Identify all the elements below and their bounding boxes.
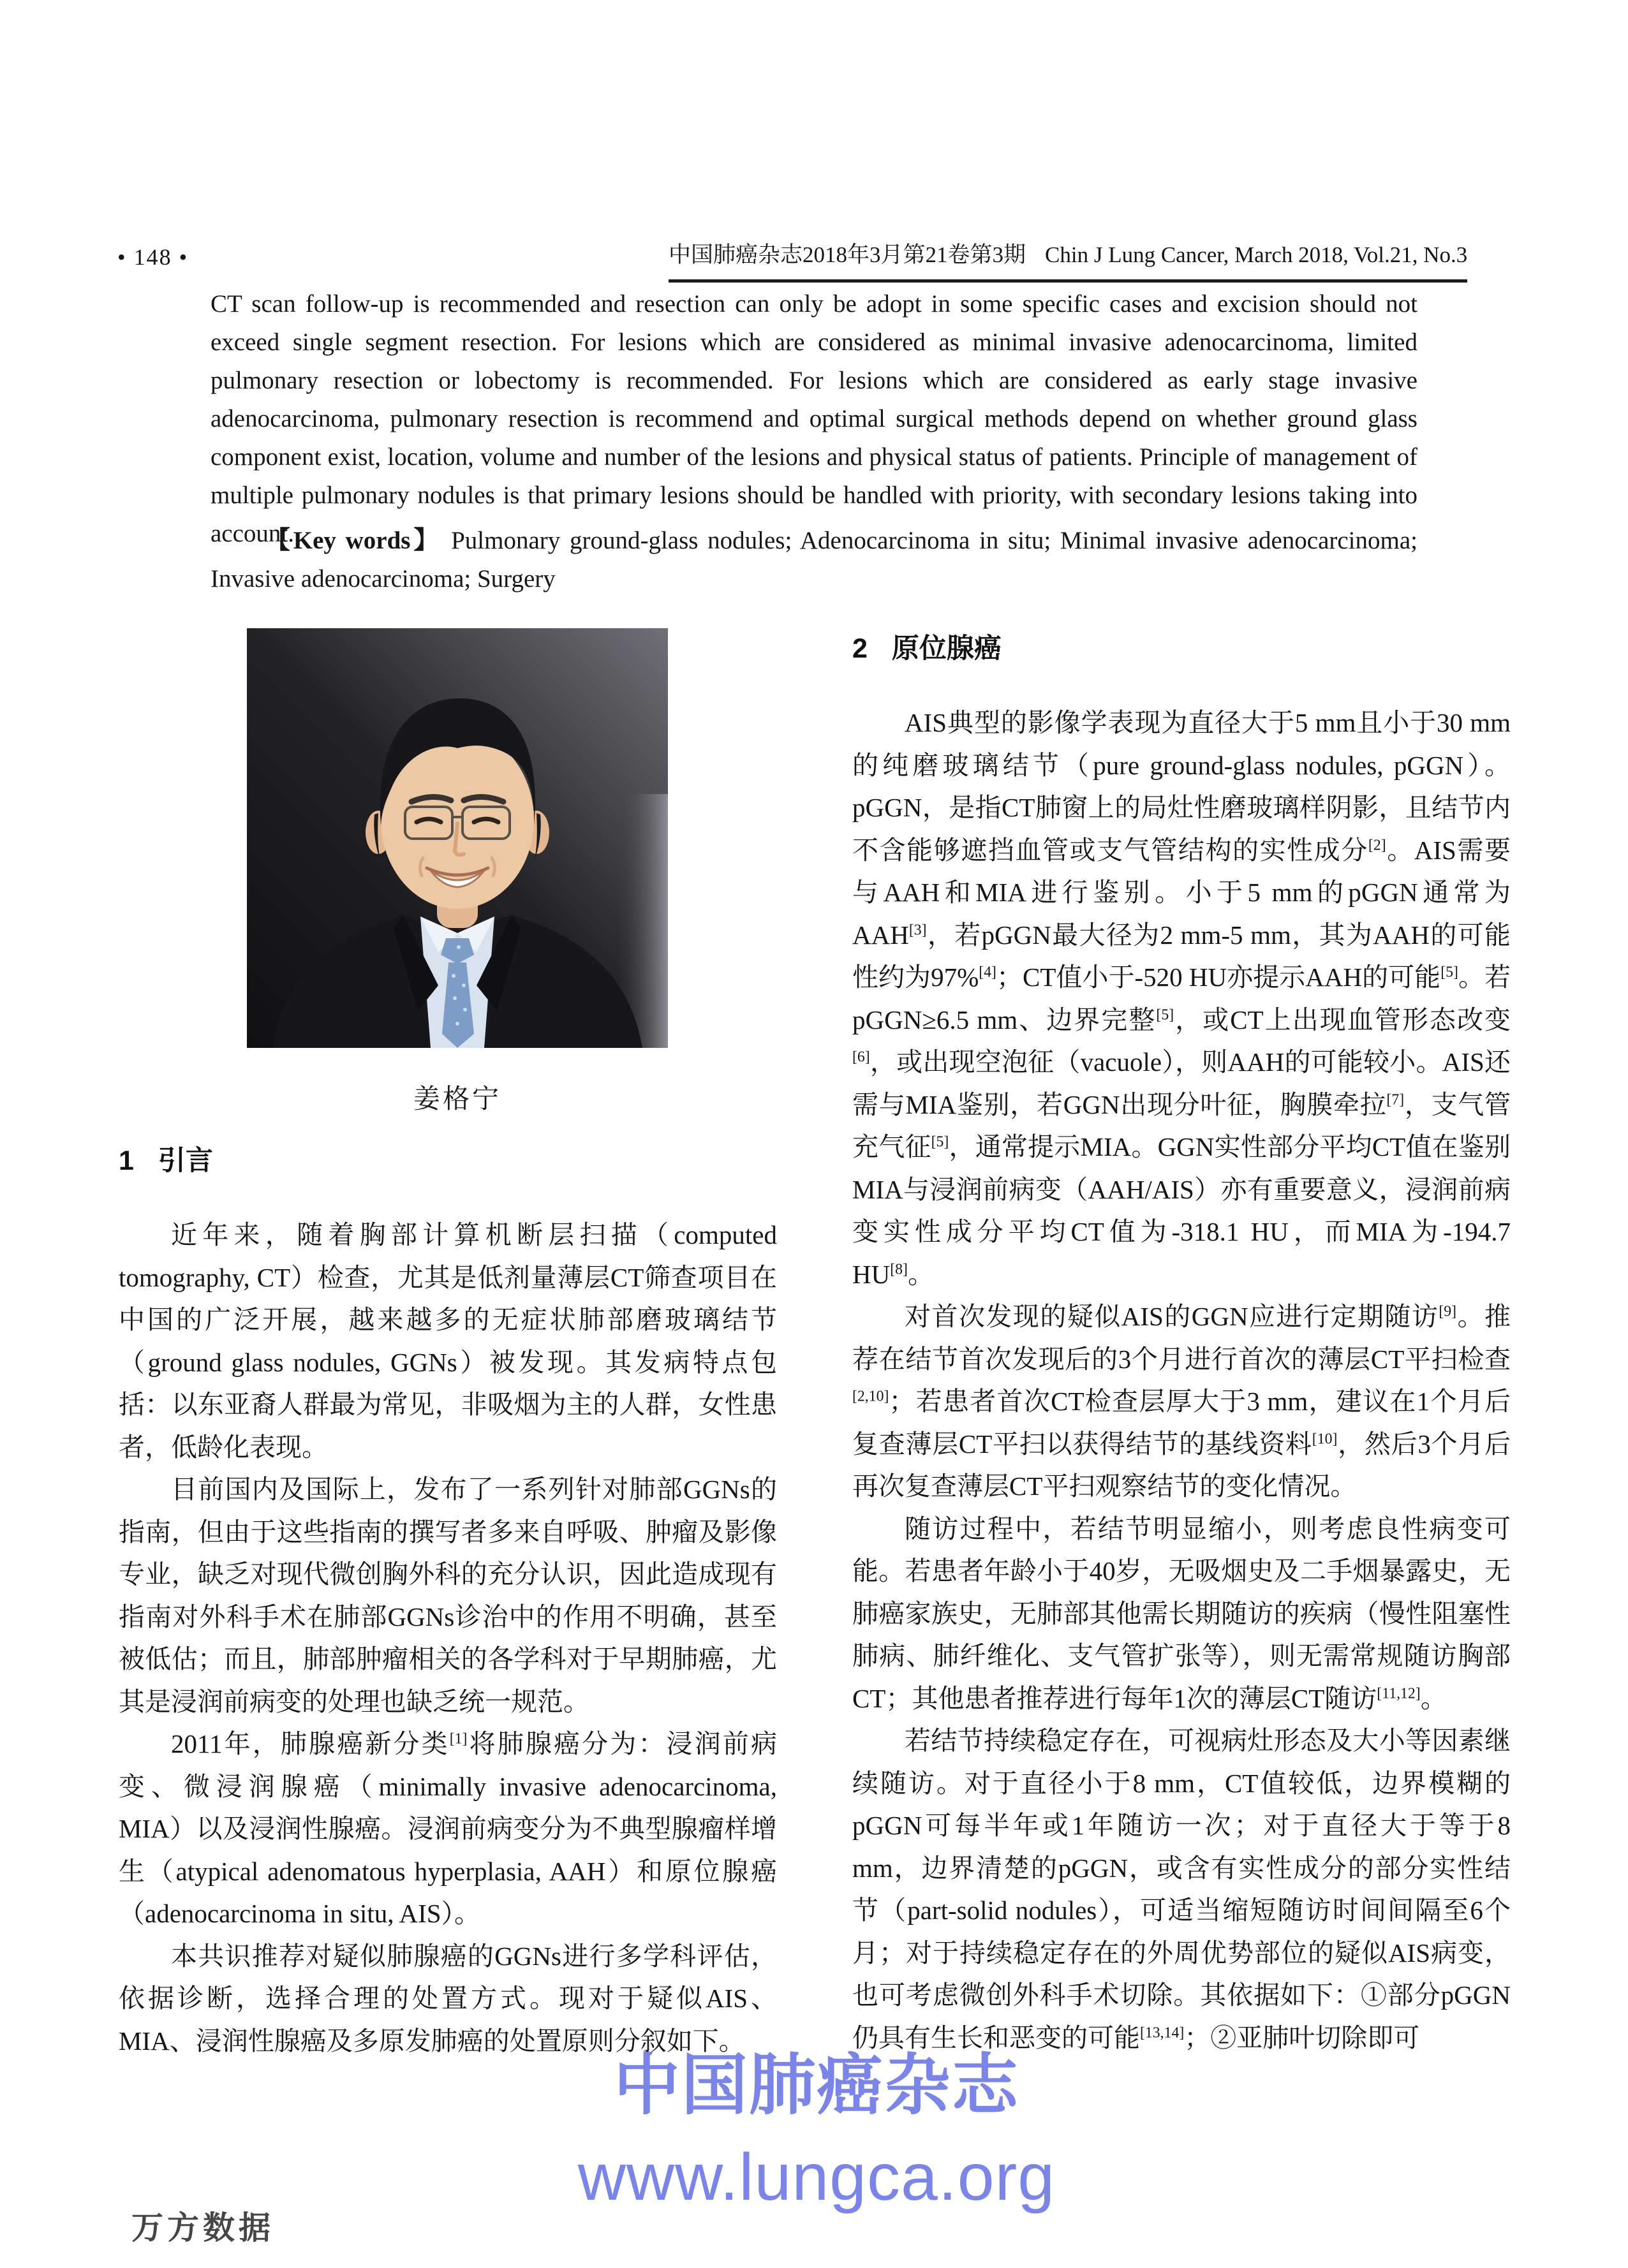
section-1-title: 引言 [158, 1145, 213, 1176]
section-2-number: 2 [852, 633, 868, 664]
section-1-heading [119, 1139, 213, 1178]
abstract-continued: CT scan follow-up is recommended and resection can only be adopt in some specific cases and excision should not exceed single segment resection. For lesions which are considered as minimal invasive adenocarcinoma, limited pulmonary resection or lobectomy is recommended. For lesions which are considered as early stage invasive adenocarcinoma, pulmonary resection is recommend and optimal surgical methods depend on whether ground glass component exist, location, volume and number of the lesions and physical status of patients. Principle of management of multiple pulmonary nodules is that primary lesions should be handled with priority, with secondary lesions taking into account. [211, 290, 1417, 547]
paragraph: 对首次发现的疑似AIS的GGN应进行定期随访[9]。推荐在结节首次发现后的3个月进行首次的薄层CT平扫检查[2,10]；若患者首次CT检查层厚大于3 mm，建议在1个月后复查薄层CT平扫以获得结节的基线资料[10]，然后3个月后再次复查薄层CT平扫观察结节的变化情况。 [852, 1302, 1511, 1501]
paragraph: 随访过程中，若结节明显缩小，则考虑良性病变可能。若患者年龄小于40岁，无吸烟史及二手烟暴露史，无肺癌家族史，无肺部其他需长期随访的疾病（慢性阻塞性肺病、肺纤维化、支气管扩张等），则无需常规随访胸部CT；其他患者推荐进行每年1次的薄层CT随访[11,12]。 [852, 1513, 1511, 1713]
journal-title-cn: 中国肺癌杂志2018年3月第21卷第3期 [669, 242, 1026, 267]
author-photo [247, 628, 668, 1048]
paragraph: 2011年，肺腺癌新分类[1]将肺腺癌分为：浸润前病变、微浸润腺癌（minimally invasive adenocarcinoma, MIA）以及浸润性腺癌。浸润前病变分为不典型腺瘤样增生（atypical adenomatous hyperplasia, AAH）和原位腺癌（adenocarcinoma in situ, AIS）。 [119, 1729, 778, 1928]
paragraph: 若结节持续稳定存在，可视病灶形态及大小等因素继续随访。对于直径小于8 mm，CT值较低，边界模糊的pGGN可每半年或1年随访一次；对于直径大于等于8 mm，边界清楚的pGGN，或含有实性成分的部分实性结节（part-solid nodules），可适当缩短随访时间间隔至6个月；对于持续稳定存在的外周优势部位的疑似AIS病变，也可考虑微创外科手术切除。其依据如下：①部分pGGN仍具有生长和恶变的可能[13,14]；②亚肺叶切除即可 [852, 1726, 1511, 2052]
journal-title-en: Chin J Lung Cancer, March 2018, Vol.21, No.3 [1045, 242, 1468, 267]
paragraph: AIS典型的影像学表现为直径大于5 mm且小于30 mm的纯磨玻璃结节（pure ground-glass nodules, pGGN）。pGGN，是指CT肺窗上的局灶性磨玻璃样阴影，且结节内不含能够遮挡血管或支气管结构的实性成分[2]。AIS需要与AAH和MIA进行鉴别。小于5 mm的pGGN通常为AAH[3]，若pGGN最大径为2 mm-5 mm，其为AAH的可能性约为97%[4]；CT值小于-520 HU亦提示AAH的可能[5]。若pGGN≥6.5 mm、边界完整[5]，或CT上出现血管形态改变[6]，或出现空泡征（vacuole），则AAH的可能较小。AIS还需与MIA鉴别，若GGN出现分叶征，胸膜牵拉[7]，支气管充气征[5]，通常提示MIA。GGN实性部分平均CT值在鉴别MIA与浸润前病变（AAH/AIS）亦有重要意义，浸润前病变实性成分平均CT值为-318.1 HU，而MIA为-194.7 HU[8]。 [852, 708, 1511, 1289]
author-photo-image [247, 628, 668, 1048]
keywords-label: 【Key words】 [265, 527, 442, 554]
keywords-block [211, 522, 1417, 598]
section-2-heading [852, 627, 1002, 666]
keywords-text: Pulmonary ground-glass nodules; Adenocarcinoma in situ; Minimal invasive adenocarcinoma; Invasive adenocarcinoma; Surgery [211, 527, 1417, 593]
left-column [119, 1214, 777, 2062]
watermark-journal-name: 中国肺癌杂志 [613, 2049, 1019, 2123]
section-1-number: 1 [119, 1145, 134, 1176]
right-column [852, 702, 1511, 2059]
photo-caption: 姜格宁 [413, 1085, 501, 1114]
paragraph: 目前国内及国际上，发布了一系列针对肺部GGNs的指南，但由于这些指南的撰写者多来自呼吸、肿瘤及影像专业，缺乏对现代微创胸外科的充分认识，因此造成现有指南对外科手术在肺部GGNs诊治中的作用不明确，甚至被低估；而且，肺部肿瘤相关的各学科对于早期肺癌，尤其是浸润前病变的处理也缺乏统一规范。 [119, 1475, 777, 1716]
wanfang-data-logo: 万方数据 [131, 2210, 274, 2246]
page-number: • 148 • [117, 244, 189, 270]
watermark-url: www.lungca.org [577, 2140, 1056, 2214]
journal-header [669, 237, 1467, 283]
paragraph: 近年来，随着胸部计算机断层扫描（computed tomography, CT）检查，尤其是低剂量薄层CT筛查项目在中国的广泛开展，越来越多的无症状肺部磨玻璃结节（ground glass nodules, GGNs）被发现。其发病特点包括：以东亚裔人群最为常见，非吸烟为主的人群，女性患者，低龄化表现。 [119, 1220, 777, 1462]
paragraph: 本共识推荐对疑似肺腺癌的GGNs进行多学科评估，依据诊断，选择合理的处置方式。现对于疑似AIS、MIA、浸润性腺癌及多原发肺癌的处置原则分叙如下。 [119, 1941, 777, 2056]
section-2-title: 原位腺癌 [891, 633, 1002, 664]
